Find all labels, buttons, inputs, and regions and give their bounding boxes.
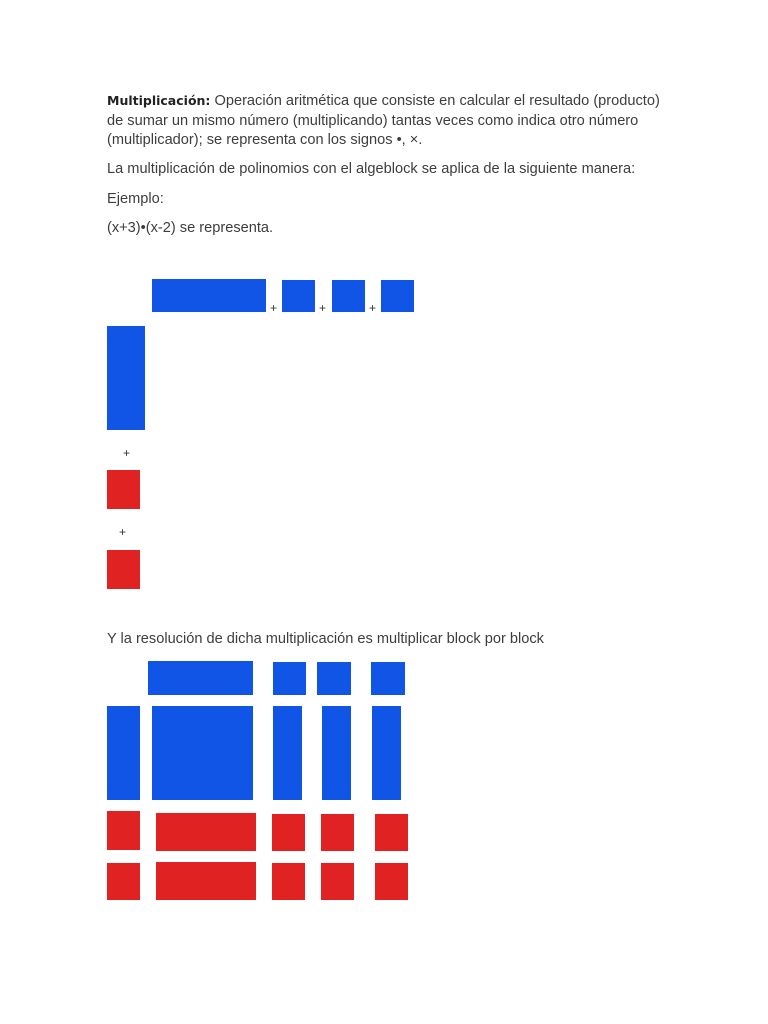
x-tile-vertical bbox=[107, 326, 145, 430]
unit-tile-positive bbox=[381, 280, 414, 312]
definition-paragraph bbox=[107, 91, 667, 151]
unit-tile-positive bbox=[371, 662, 405, 695]
plus-sign: + bbox=[270, 301, 278, 315]
plus-sign: + bbox=[369, 301, 377, 315]
x-squared-tile bbox=[152, 706, 253, 800]
x-tile-vertical bbox=[322, 706, 351, 800]
x-tile-horizontal bbox=[152, 279, 266, 312]
unit-tile-negative bbox=[272, 814, 305, 851]
unit-tile-positive bbox=[332, 280, 365, 312]
x-tile-horizontal bbox=[148, 661, 253, 695]
definition-term: Multiplicación: bbox=[107, 93, 211, 108]
plus-sign: + bbox=[119, 525, 127, 539]
x-tile-negative bbox=[156, 813, 256, 851]
unit-tile-negative bbox=[107, 470, 140, 509]
x-tile-negative bbox=[156, 862, 256, 900]
x-tile-vertical bbox=[372, 706, 401, 800]
example-label: Ejemplo: bbox=[107, 191, 164, 207]
expression-text: (x+3)•(x-2) se representa. bbox=[107, 220, 274, 236]
unit-tile-negative bbox=[107, 811, 140, 850]
plus-sign: + bbox=[123, 446, 131, 460]
unit-tile-negative bbox=[375, 863, 408, 900]
resolution-text: Y la resolución de dicha multiplicación es multiplicar block por block bbox=[107, 631, 544, 647]
unit-tile-negative bbox=[272, 863, 305, 900]
unit-tile-negative bbox=[375, 814, 408, 851]
definition-text: Operación aritmética que consiste en calcular el resultado (producto) de sumar un mismo número (multiplicando) tantas veces como indica otro número (multiplicador); se representa con los signos •, ×. bbox=[107, 93, 660, 148]
unit-tile-positive bbox=[273, 662, 306, 695]
x-tile-vertical bbox=[107, 706, 140, 800]
intro-paragraph: La multiplicación de polinomios con el algeblock se aplica de la siguiente manera: bbox=[107, 161, 636, 177]
unit-tile-negative bbox=[107, 863, 140, 900]
unit-tile-positive bbox=[317, 662, 351, 695]
unit-tile-negative bbox=[107, 550, 140, 589]
plus-sign: + bbox=[319, 301, 327, 315]
x-tile-vertical bbox=[273, 706, 302, 800]
unit-tile-negative bbox=[321, 814, 354, 851]
unit-tile-positive bbox=[282, 280, 315, 312]
unit-tile-negative bbox=[321, 863, 354, 900]
